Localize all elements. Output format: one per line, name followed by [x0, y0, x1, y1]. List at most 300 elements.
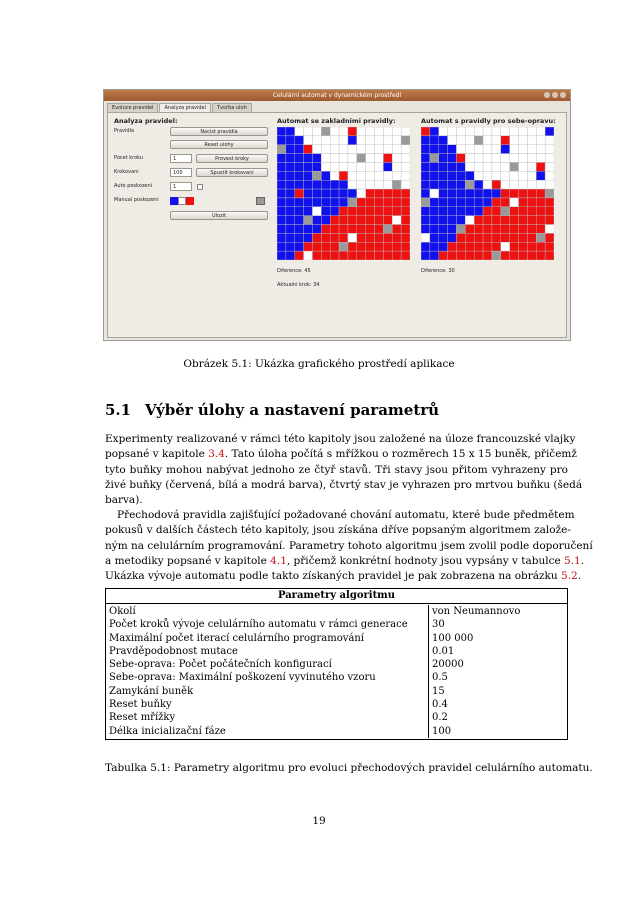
grid-cell[interactable]: [545, 136, 554, 145]
grid-cell[interactable]: [465, 225, 474, 234]
grid-cell[interactable]: [465, 145, 474, 154]
grid-cell[interactable]: [286, 189, 295, 198]
grid-cell[interactable]: [519, 225, 528, 234]
grid-cell[interactable]: [366, 251, 375, 260]
grid-cell[interactable]: [439, 233, 448, 242]
grid-cell[interactable]: [448, 127, 457, 136]
grid-cell[interactable]: [465, 189, 474, 198]
grid-cell[interactable]: [321, 242, 330, 251]
grid-cell[interactable]: [321, 136, 330, 145]
grid-cell[interactable]: [492, 162, 501, 171]
grid-cell[interactable]: [366, 242, 375, 251]
grid-cell[interactable]: [330, 207, 339, 216]
grid-cell[interactable]: [536, 233, 545, 242]
grid-cell[interactable]: [501, 207, 510, 216]
grid-cell[interactable]: [510, 162, 519, 171]
grid-cell[interactable]: [312, 225, 321, 234]
grid-cell[interactable]: [312, 233, 321, 242]
grid-cell[interactable]: [421, 162, 430, 171]
grid-cell[interactable]: [348, 216, 357, 225]
grid-cell[interactable]: [383, 127, 392, 136]
grid-cell[interactable]: [286, 225, 295, 234]
grid-cell[interactable]: [483, 233, 492, 242]
grid-cell[interactable]: [339, 162, 348, 171]
grid-cell[interactable]: [492, 225, 501, 234]
grid-cell[interactable]: [277, 207, 286, 216]
grid-cell[interactable]: [401, 225, 410, 234]
grid-cell[interactable]: [295, 154, 304, 163]
grid-cell[interactable]: [366, 162, 375, 171]
grid-cell[interactable]: [536, 180, 545, 189]
grid-cell[interactable]: [321, 251, 330, 260]
krokovani-stepper[interactable]: 100: [170, 168, 192, 177]
grid-cell[interactable]: [545, 154, 554, 163]
grid-cell[interactable]: [483, 216, 492, 225]
grid-cell[interactable]: [501, 154, 510, 163]
grid-cell[interactable]: [536, 127, 545, 136]
grid-cell[interactable]: [536, 207, 545, 216]
grid-cell[interactable]: [456, 127, 465, 136]
grid-cell[interactable]: [375, 207, 384, 216]
grid-cell[interactable]: [295, 242, 304, 251]
grid-cell[interactable]: [448, 242, 457, 251]
grid-cell[interactable]: [304, 154, 313, 163]
grid-cell[interactable]: [465, 136, 474, 145]
grid-cell[interactable]: [474, 136, 483, 145]
grid-cell[interactable]: [383, 198, 392, 207]
grid-cell[interactable]: [510, 242, 519, 251]
grid-cell[interactable]: [383, 216, 392, 225]
grid-cell[interactable]: [339, 233, 348, 242]
grid-cell[interactable]: [448, 145, 457, 154]
grid-cell[interactable]: [304, 225, 313, 234]
grid-cell[interactable]: [401, 198, 410, 207]
grid-cell[interactable]: [330, 198, 339, 207]
grid-cell[interactable]: [295, 225, 304, 234]
grid-cell[interactable]: [519, 180, 528, 189]
grid-cell[interactable]: [501, 225, 510, 234]
grid-cell[interactable]: [545, 189, 554, 198]
grid-cell[interactable]: [483, 162, 492, 171]
grid-cell[interactable]: [483, 242, 492, 251]
grid-cell[interactable]: [392, 207, 401, 216]
grid-cell[interactable]: [375, 127, 384, 136]
grid-cell[interactable]: [401, 242, 410, 251]
grid-cell[interactable]: [448, 198, 457, 207]
grid-cell[interactable]: [375, 242, 384, 251]
grid-cell[interactable]: [304, 207, 313, 216]
grid-cell[interactable]: [375, 198, 384, 207]
grid-cell[interactable]: [465, 251, 474, 260]
grid-cell[interactable]: [545, 233, 554, 242]
grid-cell[interactable]: [439, 225, 448, 234]
grid-cell[interactable]: [330, 251, 339, 260]
grid-cell[interactable]: [536, 242, 545, 251]
grid-cell[interactable]: [375, 251, 384, 260]
grid-cell[interactable]: [448, 171, 457, 180]
grid-cell[interactable]: [383, 225, 392, 234]
grid-cell[interactable]: [339, 216, 348, 225]
grid-cell[interactable]: [312, 189, 321, 198]
grid-cell[interactable]: [330, 145, 339, 154]
grid-cell[interactable]: [392, 180, 401, 189]
grid-cell[interactable]: [492, 198, 501, 207]
grid-cell[interactable]: [295, 189, 304, 198]
grid-cell[interactable]: [348, 189, 357, 198]
grid-cell[interactable]: [348, 198, 357, 207]
grid-cell[interactable]: [277, 180, 286, 189]
grid-cell[interactable]: [366, 180, 375, 189]
grid-cell[interactable]: [277, 189, 286, 198]
grid-cell[interactable]: [421, 216, 430, 225]
grid-cell[interactable]: [448, 189, 457, 198]
grid-cell[interactable]: [277, 162, 286, 171]
grid-cell[interactable]: [519, 145, 528, 154]
grid-cell[interactable]: [286, 198, 295, 207]
grid-cell[interactable]: [527, 145, 536, 154]
grid-cell[interactable]: [366, 154, 375, 163]
grid-cell[interactable]: [348, 171, 357, 180]
grid-cell[interactable]: [295, 127, 304, 136]
grid-cell[interactable]: [536, 136, 545, 145]
grid-cell[interactable]: [375, 154, 384, 163]
grid-cell[interactable]: [545, 145, 554, 154]
grid-cell[interactable]: [421, 242, 430, 251]
grid-cell[interactable]: [527, 251, 536, 260]
grid-cell[interactable]: [465, 127, 474, 136]
grid-cell[interactable]: [456, 233, 465, 242]
grid-cell[interactable]: [330, 127, 339, 136]
grid-cell[interactable]: [304, 180, 313, 189]
grid-cell[interactable]: [465, 233, 474, 242]
grid-cell[interactable]: [304, 233, 313, 242]
ref-link-3-4[interactable]: 3.4: [208, 448, 225, 461]
grid-cell[interactable]: [474, 216, 483, 225]
grid-cell[interactable]: [501, 136, 510, 145]
grid-cell[interactable]: [383, 251, 392, 260]
tab-tvorba-uloh[interactable]: Tvorba uloh: [212, 103, 252, 112]
grid-cell[interactable]: [439, 251, 448, 260]
grid-cell[interactable]: [383, 233, 392, 242]
grid-cell[interactable]: [448, 136, 457, 145]
grid-cell[interactable]: [519, 189, 528, 198]
grid-cell[interactable]: [421, 171, 430, 180]
grid-cell[interactable]: [348, 251, 357, 260]
grid-cell[interactable]: [295, 198, 304, 207]
grid-cell[interactable]: [357, 216, 366, 225]
grid-cell[interactable]: [375, 162, 384, 171]
grid-cell[interactable]: [527, 162, 536, 171]
grid-cell[interactable]: [527, 242, 536, 251]
grid-cell[interactable]: [321, 225, 330, 234]
grid-cell[interactable]: [312, 207, 321, 216]
right-automaton-grid[interactable]: [421, 127, 554, 260]
grid-cell[interactable]: [448, 180, 457, 189]
grid-cell[interactable]: [321, 207, 330, 216]
grid-cell[interactable]: [295, 145, 304, 154]
grid-cell[interactable]: [392, 225, 401, 234]
grid-cell[interactable]: [421, 225, 430, 234]
grid-cell[interactable]: [401, 171, 410, 180]
grid-cell[interactable]: [383, 242, 392, 251]
grid-cell[interactable]: [456, 180, 465, 189]
grid-cell[interactable]: [519, 198, 528, 207]
grid-cell[interactable]: [439, 207, 448, 216]
grid-cell[interactable]: [483, 136, 492, 145]
grid-cell[interactable]: [277, 145, 286, 154]
grid-cell[interactable]: [456, 198, 465, 207]
color-swatch-gray[interactable]: [256, 197, 265, 205]
grid-cell[interactable]: [448, 154, 457, 163]
grid-cell[interactable]: [519, 216, 528, 225]
grid-cell[interactable]: [392, 145, 401, 154]
grid-cell[interactable]: [321, 154, 330, 163]
color-swatch-white[interactable]: [178, 197, 186, 205]
grid-cell[interactable]: [375, 216, 384, 225]
grid-cell[interactable]: [295, 171, 304, 180]
grid-cell[interactable]: [439, 127, 448, 136]
grid-cell[interactable]: [456, 154, 465, 163]
grid-cell[interactable]: [448, 251, 457, 260]
grid-cell[interactable]: [330, 180, 339, 189]
grid-cell[interactable]: [304, 198, 313, 207]
grid-cell[interactable]: [465, 154, 474, 163]
spustit-krokovani-button[interactable]: Spustit krokovani: [196, 168, 268, 177]
grid-cell[interactable]: [304, 171, 313, 180]
grid-cell[interactable]: [430, 251, 439, 260]
grid-cell[interactable]: [277, 242, 286, 251]
grid-cell[interactable]: [474, 154, 483, 163]
grid-cell[interactable]: [474, 162, 483, 171]
grid-cell[interactable]: [536, 145, 545, 154]
grid-cell[interactable]: [286, 180, 295, 189]
grid-cell[interactable]: [421, 136, 430, 145]
grid-cell[interactable]: [527, 225, 536, 234]
grid-cell[interactable]: [430, 154, 439, 163]
grid-cell[interactable]: [536, 154, 545, 163]
grid-cell[interactable]: [401, 216, 410, 225]
grid-cell[interactable]: [392, 189, 401, 198]
grid-cell[interactable]: [348, 145, 357, 154]
grid-cell[interactable]: [448, 225, 457, 234]
tab-analyza-pravidel[interactable]: Analyza pravidel: [159, 103, 211, 112]
grid-cell[interactable]: [448, 233, 457, 242]
grid-cell[interactable]: [277, 171, 286, 180]
grid-cell[interactable]: [339, 251, 348, 260]
grid-cell[interactable]: [383, 189, 392, 198]
grid-cell[interactable]: [321, 216, 330, 225]
grid-cell[interactable]: [536, 251, 545, 260]
grid-cell[interactable]: [339, 242, 348, 251]
grid-cell[interactable]: [330, 162, 339, 171]
grid-cell[interactable]: [501, 162, 510, 171]
grid-cell[interactable]: [392, 171, 401, 180]
grid-cell[interactable]: [304, 136, 313, 145]
grid-cell[interactable]: [304, 189, 313, 198]
provest-kroky-button[interactable]: Provest kroky: [196, 154, 268, 163]
grid-cell[interactable]: [430, 127, 439, 136]
grid-cell[interactable]: [392, 162, 401, 171]
grid-cell[interactable]: [312, 242, 321, 251]
grid-cell[interactable]: [430, 233, 439, 242]
grid-cell[interactable]: [483, 127, 492, 136]
grid-cell[interactable]: [321, 162, 330, 171]
grid-cell[interactable]: [474, 180, 483, 189]
grid-cell[interactable]: [430, 225, 439, 234]
grid-cell[interactable]: [286, 251, 295, 260]
grid-cell[interactable]: [286, 136, 295, 145]
grid-cell[interactable]: [421, 127, 430, 136]
grid-cell[interactable]: [348, 207, 357, 216]
grid-cell[interactable]: [304, 242, 313, 251]
grid-cell[interactable]: [304, 127, 313, 136]
grid-cell[interactable]: [492, 242, 501, 251]
grid-cell[interactable]: [430, 180, 439, 189]
grid-cell[interactable]: [527, 171, 536, 180]
grid-cell[interactable]: [357, 233, 366, 242]
color-swatch-blue[interactable]: [170, 197, 178, 205]
grid-cell[interactable]: [483, 180, 492, 189]
grid-cell[interactable]: [448, 216, 457, 225]
grid-cell[interactable]: [366, 216, 375, 225]
grid-cell[interactable]: [483, 145, 492, 154]
grid-cell[interactable]: [510, 136, 519, 145]
nacist-pravidla-button[interactable]: Nacist pravidla: [170, 127, 268, 136]
grid-cell[interactable]: [439, 216, 448, 225]
grid-cell[interactable]: [421, 251, 430, 260]
grid-cell[interactable]: [527, 136, 536, 145]
grid-cell[interactable]: [510, 127, 519, 136]
grid-cell[interactable]: [430, 198, 439, 207]
grid-cell[interactable]: [465, 242, 474, 251]
grid-cell[interactable]: [339, 225, 348, 234]
grid-cell[interactable]: [339, 154, 348, 163]
grid-cell[interactable]: [421, 207, 430, 216]
grid-cell[interactable]: [357, 127, 366, 136]
grid-cell[interactable]: [330, 189, 339, 198]
ulozit-button[interactable]: Ulozit: [170, 211, 268, 220]
close-icon[interactable]: [560, 92, 566, 98]
grid-cell[interactable]: [483, 171, 492, 180]
grid-cell[interactable]: [401, 189, 410, 198]
grid-cell[interactable]: [448, 162, 457, 171]
pocet-kroku-stepper[interactable]: 1: [170, 154, 192, 163]
grid-cell[interactable]: [392, 216, 401, 225]
grid-cell[interactable]: [312, 127, 321, 136]
grid-cell[interactable]: [286, 154, 295, 163]
grid-cell[interactable]: [474, 127, 483, 136]
grid-cell[interactable]: [401, 207, 410, 216]
grid-cell[interactable]: [510, 233, 519, 242]
maximize-icon[interactable]: [552, 92, 558, 98]
grid-cell[interactable]: [456, 216, 465, 225]
grid-cell[interactable]: [474, 225, 483, 234]
grid-cell[interactable]: [375, 180, 384, 189]
grid-cell[interactable]: [536, 216, 545, 225]
grid-cell[interactable]: [304, 145, 313, 154]
grid-cell[interactable]: [286, 216, 295, 225]
grid-cell[interactable]: [321, 198, 330, 207]
auto-poskozeni-stepper[interactable]: 1: [170, 182, 192, 191]
grid-cell[interactable]: [312, 145, 321, 154]
grid-cell[interactable]: [357, 207, 366, 216]
grid-cell[interactable]: [545, 198, 554, 207]
grid-cell[interactable]: [330, 242, 339, 251]
grid-cell[interactable]: [430, 189, 439, 198]
grid-cell[interactable]: [366, 225, 375, 234]
grid-cell[interactable]: [357, 180, 366, 189]
grid-cell[interactable]: [401, 145, 410, 154]
grid-cell[interactable]: [295, 136, 304, 145]
grid-cell[interactable]: [527, 180, 536, 189]
grid-cell[interactable]: [519, 127, 528, 136]
grid-cell[interactable]: [348, 225, 357, 234]
grid-cell[interactable]: [501, 233, 510, 242]
grid-cell[interactable]: [321, 171, 330, 180]
grid-cell[interactable]: [286, 207, 295, 216]
grid-cell[interactable]: [448, 207, 457, 216]
grid-cell[interactable]: [527, 216, 536, 225]
grid-cell[interactable]: [465, 207, 474, 216]
grid-cell[interactable]: [465, 198, 474, 207]
grid-cell[interactable]: [383, 207, 392, 216]
grid-cell[interactable]: [536, 225, 545, 234]
grid-cell[interactable]: [357, 251, 366, 260]
grid-cell[interactable]: [375, 171, 384, 180]
grid-cell[interactable]: [439, 136, 448, 145]
grid-cell[interactable]: [392, 251, 401, 260]
grid-cell[interactable]: [330, 154, 339, 163]
grid-cell[interactable]: [483, 154, 492, 163]
grid-cell[interactable]: [510, 216, 519, 225]
grid-cell[interactable]: [456, 207, 465, 216]
grid-cell[interactable]: [510, 225, 519, 234]
grid-cell[interactable]: [312, 180, 321, 189]
grid-cell[interactable]: [295, 180, 304, 189]
grid-cell[interactable]: [286, 162, 295, 171]
grid-cell[interactable]: [348, 233, 357, 242]
grid-cell[interactable]: [439, 145, 448, 154]
grid-cell[interactable]: [456, 225, 465, 234]
grid-cell[interactable]: [348, 127, 357, 136]
grid-cell[interactable]: [277, 251, 286, 260]
grid-cell[interactable]: [312, 251, 321, 260]
grid-cell[interactable]: [510, 189, 519, 198]
grid-cell[interactable]: [330, 136, 339, 145]
grid-cell[interactable]: [501, 216, 510, 225]
grid-cell[interactable]: [510, 251, 519, 260]
grid-cell[interactable]: [277, 216, 286, 225]
grid-cell[interactable]: [383, 171, 392, 180]
auto-poskozeni-checkbox[interactable]: [197, 184, 203, 190]
ref-link-table-5-1[interactable]: 5.1: [564, 554, 581, 567]
grid-cell[interactable]: [430, 162, 439, 171]
grid-cell[interactable]: [421, 198, 430, 207]
grid-cell[interactable]: [295, 162, 304, 171]
grid-cell[interactable]: [321, 127, 330, 136]
grid-cell[interactable]: [295, 207, 304, 216]
grid-cell[interactable]: [330, 225, 339, 234]
grid-cell[interactable]: [401, 251, 410, 260]
grid-cell[interactable]: [439, 171, 448, 180]
grid-cell[interactable]: [383, 136, 392, 145]
grid-cell[interactable]: [439, 180, 448, 189]
grid-cell[interactable]: [430, 171, 439, 180]
grid-cell[interactable]: [510, 154, 519, 163]
grid-cell[interactable]: [492, 233, 501, 242]
grid-cell[interactable]: [392, 136, 401, 145]
grid-cell[interactable]: [366, 127, 375, 136]
